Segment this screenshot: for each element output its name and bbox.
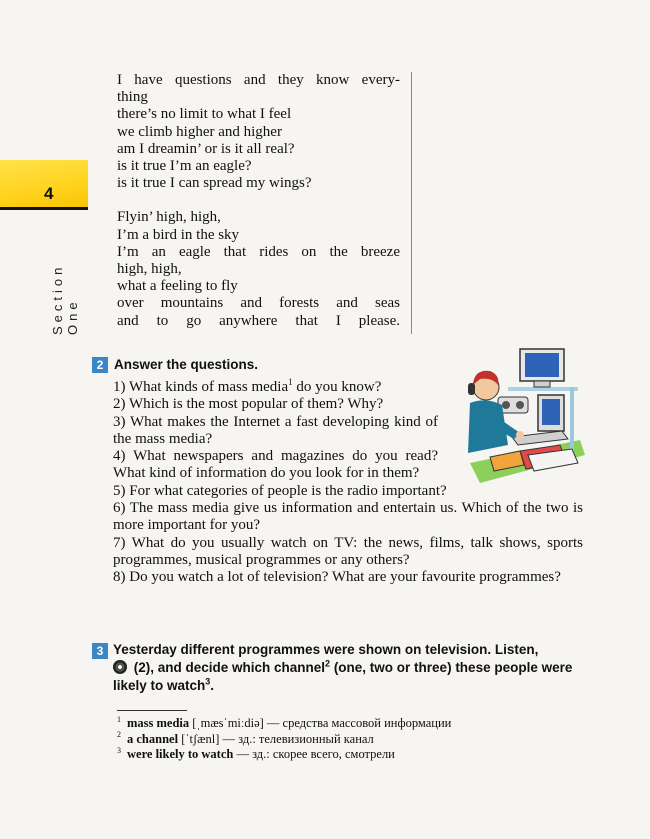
poem-line: I have questions and they know every-: [117, 72, 400, 88]
task-3-text: Yesterday different programmes were shown on television. Listen, (2), and decide which channel$^2$ (one, two or three) these people were likely to watch$^3$.: [113, 642, 573, 693]
poem-line: is it true I can spread my wings?: [117, 175, 312, 192]
task-2-title: Answer the questions.: [114, 357, 259, 372]
poem-line: we climb higher and higher: [117, 123, 282, 140]
question-3: 3) What makes the Internet a fast developing kind of the mass media?: [113, 413, 438, 447]
section-label: Section One: [50, 263, 80, 335]
poem-line: am I dreamin’ or is it all real?: [117, 140, 295, 157]
page-number: 4: [44, 184, 54, 203]
question-7: 7) What do you usually watch on TV: the news, films, talk shows, sports programmes, musical programmes or any others?: [113, 534, 583, 568]
question-8: 8) Do you watch a lot of television? What are your favourite programmes?: [113, 569, 561, 586]
poem-line: is it true I’m an eagle?: [117, 158, 252, 175]
poem-line: I’m a bird in the sky: [117, 226, 240, 243]
page-rule: [0, 207, 88, 210]
task-2-badge: 2: [92, 357, 108, 373]
poem-line: over mountains and forests and seas: [117, 295, 400, 312]
question-2: 2) Which is the most popular of them? Why?: [113, 396, 384, 413]
footnotes: [117, 716, 537, 763]
poem-line: and to go anywhere that I please.: [117, 312, 400, 329]
person-at-computer-illustration: [450, 345, 585, 485]
question-4: 4) What newspapers and magazines do you read? What kind of information do you look for in them?: [113, 448, 438, 482]
question-6: 6) The mass media give us information and entertain us. Which of the two is more important for you?: [113, 500, 583, 534]
cd-icon[interactable]: [113, 660, 127, 674]
poem-line: what a feeling to fly: [117, 278, 238, 295]
poem-line: I’m an eagle that rides on the breeze: [117, 243, 400, 260]
poem-line: thing: [117, 89, 148, 106]
poem-line: high, high,: [117, 261, 182, 278]
footnote-2: $^2$ a channel [ˈtʃænl] — зд.: телевизионный канал: [117, 730, 374, 746]
poem-divider: [411, 72, 412, 334]
footnote-divider: [117, 710, 187, 711]
poem: [117, 72, 400, 330]
poem-line: Flyin’ high, high,: [117, 209, 221, 226]
task-3-badge: 3: [92, 643, 108, 659]
poem-line: there’s no limit to what I feel: [117, 106, 292, 123]
footnote-3: $^3$ were likely to watch — зд.: скорее всего, смотрели: [117, 745, 395, 761]
question-5: 5) For what categories of people is the radio important?: [113, 482, 447, 499]
question-1: 1) What kinds of mass media$^1$ do you know?: [113, 377, 382, 395]
footnote-1: $^1$ mass media [ˌmæsˈmiːdiə] — средства массовой информации: [117, 714, 452, 730]
